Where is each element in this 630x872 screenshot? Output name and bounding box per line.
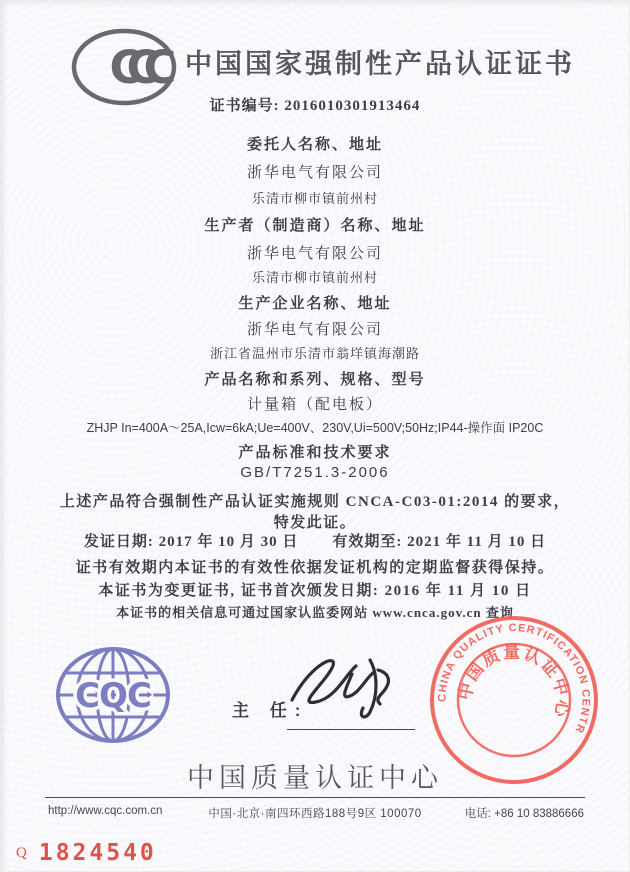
serial-prefix: Q	[16, 845, 27, 861]
applicant-label: 委托人名称、地址	[246, 137, 383, 153]
applicant-name: 浙华电气有限公司	[246, 165, 383, 181]
product-label: 产品名称和系列、规格、型号	[204, 372, 426, 388]
manufacturer-label: 生产者（制造商）名称、地址	[204, 218, 426, 234]
factory-name: 浙华电气有限公司	[246, 322, 383, 338]
conformity-statement-line1: 上述产品符合强制性产品认证实施规则 CNCA-C03-01:2014 的要求，	[59, 494, 571, 510]
footer-phone: 电话: +86 10 83886666	[464, 808, 584, 820]
stamp-inner-text: 中国质量认证中心	[455, 642, 573, 721]
dates-row	[0, 530, 630, 551]
director-signature	[282, 648, 417, 734]
cqc-logo-icon	[52, 642, 174, 748]
ccc-logo-text: CCC	[109, 41, 161, 94]
standard-value: GB/T7251.3-2006	[240, 464, 390, 481]
cqc-logo-text: CQC	[75, 676, 151, 716]
certificate-number: 证书编号: 2016010301913464	[209, 98, 421, 114]
serial-digits: 1824540	[38, 840, 157, 866]
product-spec: ZHJP In=400A～25A,Icw=6kA;Ue=400V、230V,Ui=500V;50Hz;IP44-操作面 IP20C	[86, 421, 544, 435]
issue-date: 发证日期: 2017 年 10 月 30 日	[83, 534, 299, 550]
serial-number	[16, 840, 157, 866]
svg-text:CHINA QUALITY CERTIFICATION	[434, 610, 604, 736]
conformity-statement-line2: 特发此证。	[273, 515, 357, 531]
factory-label: 生产企业名称、地址	[238, 296, 392, 312]
signature-underline	[287, 729, 415, 730]
issuing-organization: 中国质量认证中心	[187, 763, 443, 793]
standard-label: 产品标准和技术要求	[238, 445, 392, 461]
validity-note: 证书有效期内本证书的有效性依据发证机构的定期监督获得保持。	[75, 560, 555, 576]
applicant-address: 乐清市柳市镇前州村	[251, 191, 378, 206]
director-label: 主 任:	[232, 701, 309, 720]
stamp-outer-text: CHINA QUALITY CERTIFICATION CENTRE	[436, 622, 592, 736]
change-note: 本证书为变更证书, 证书首次颁发日期: 2016 年 11 月 10 日	[98, 583, 532, 599]
footer-website: http://www.cqc.com.cn	[48, 805, 163, 817]
footer-address: 中国·北京·南四环西路188号9区 100070	[208, 808, 422, 820]
footer-divider	[45, 797, 585, 798]
factory-address: 浙江省温州市乐清市翁垟镇海潮路	[209, 346, 420, 361]
expiry-date: 有效期至: 2021 年 11 月 10 日	[332, 534, 547, 550]
manufacturer-name: 浙华电气有限公司	[246, 246, 383, 262]
info-note: 本证书的相关信息可通过国家认监委网站 www.cnca.gov.cn 查询	[116, 605, 514, 620]
manufacturer-address: 乐清市柳市镇前州村	[251, 270, 378, 285]
product-name: 计量箱（配电板）	[246, 397, 383, 413]
certificate-title: 中国国家强制性产品认证证书	[185, 49, 575, 79]
